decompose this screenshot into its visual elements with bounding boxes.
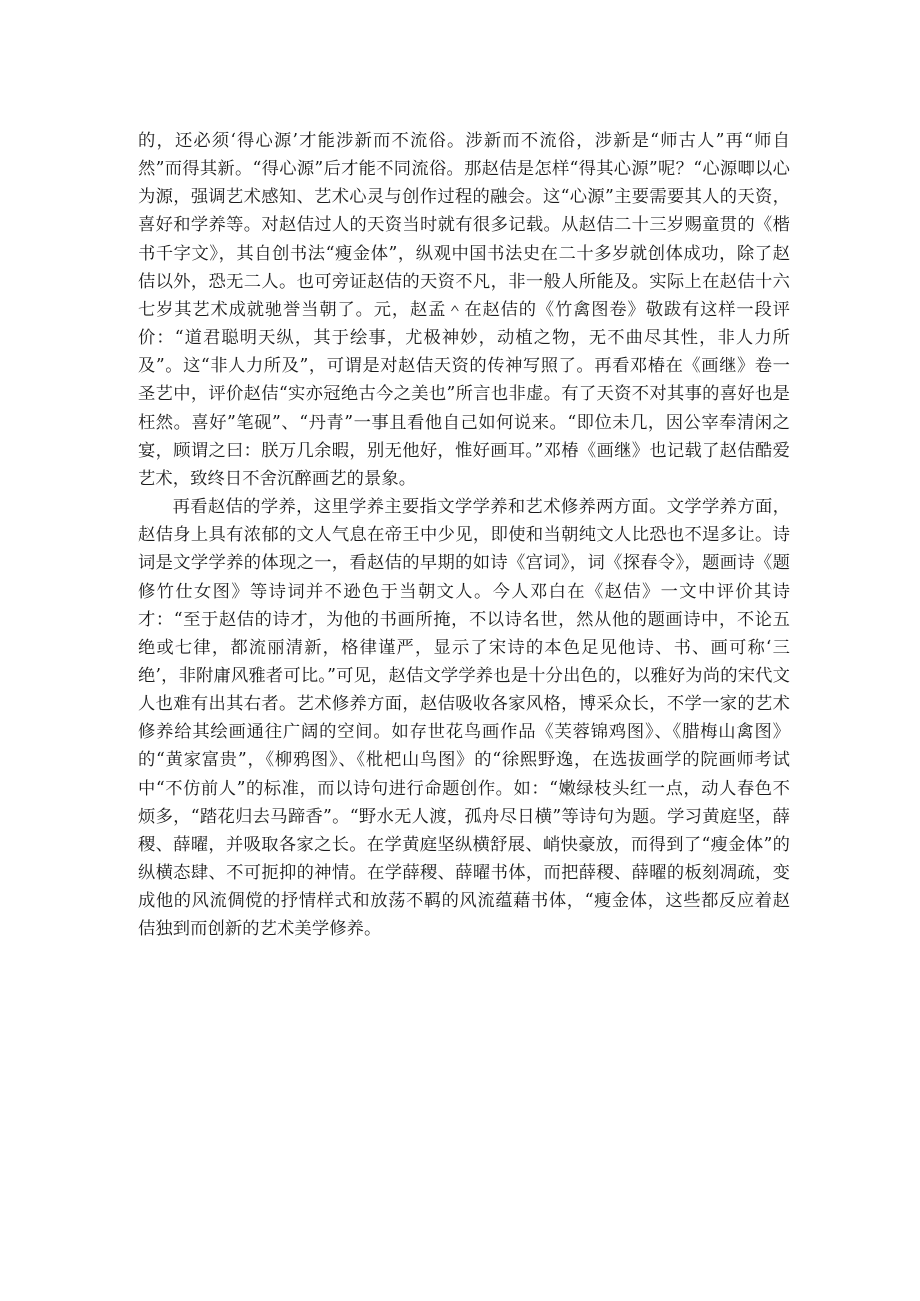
body-paragraph-2: 再看赵佶的学养，这里学养主要指文学学养和艺术修养两方面。文学学养方面，赵佶身上具有浓郁的文人气息在帝王中少见，即使和当朝纯文人比恐也不逞多让。诗词是文学学养的体现之一，看赵佶的早期的如诗《宫词》，词《探春令》，题画诗《题修竹仕女图》等诗词并不逊色于当朝文人。今人邓白在《赵佶》一文中评价其诗才：“至于赵佶的诗才，为他的书画所掩，不以诗名世，然从他的题画诗中，不论五绝或七律，都流丽清新，格律谨严，显示了宋诗的本色足见他诗、书、画可称‘三绝’，非附庸风雅者可比。”可见，赵佶文学学养也是十分出色的，以雅好为尚的宋代文人也难有出其右者。艺术修养方面，赵佶吸收各家风格，博采众长，不学一家的艺术修养给其绘画通往广阔的空间。如存世花鸟画作品《芙蓉锦鸡图》、《腊梅山禽图》的“黄家富贵”，《柳鸦图》、《枇杷山鸟图》的“徐熙野逸，在选拔画学的院画师考试中“不仿前人”的标准，而以诗句进行命题创作。如：“嫩绿枝头红一点，动人春色不烦多，“踏花归去马蹄香”。“野水无人渡，孤舟尽日横”等诗句为题。学习黄庭坚，薛稷、薛曜，并吸取各家之长。在学黄庭坚纵横舒展、峭快豪放，而得到了“瘦金体”的纵横态肆、不可扼抑的神情。在学薛稷、薛曜书体，而把薛稷、薛曜的板刻凋疏，变成他的风流倜傥的抒情样式和放荡不羁的风流蕴藉书体，“瘦金体，这些都反应着赵佶独到而创新的艺术美学修养。 bbox=[138, 497, 790, 940]
document-page bbox=[138, 127, 790, 944]
body-paragraph-1: 的，还必须‘得心源’才能涉新而不流俗。涉新而不流俗，涉新是“师古人”再“师自然”而得其新。“得心源”后才能不同流俗。那赵佶是怎样“得其心源”呢？“心源唧以心为源，强调艺术感知、艺术心灵与创作过程的融会。这“心源”主要需要其人的天资，喜好和学养等。对赵佶过人的天资当时就有很多记载。从赵佶二十三岁赐童贯的《楷书千字文》，其自创书法“瘦金体”，纵观中国书法史在二十多岁就创体成功，除了赵佶以外，恐无二人。也可旁证赵佶的天资不凡，非一般人所能及。实际上在赵佶十六七岁其艺术成就驰誉当朝了。元，赵孟＾在赵佶的《竹禽图卷》敬跋有这样一段评价：“道君聪明天纵，其于绘事，尤极神妙，动植之物，无不曲尽其性，非人力所及”。这“非人力所及”，可谓是对赵佶天资的传神写照了。再看邓椿在《画继》卷一圣艺中，评价赵佶“实亦冠绝古今之美也”所言也非虚。有了天资不对其事的喜好也是枉然。喜好”笔砚”、“丹青”一事且看他自己如何说来。“即位未几，因公宰奉清闲之宴，顾谓之曰：朕万几余暇，别无他好，惟好画耳。”邓椿《画继》也记载了赵佶酷爱艺术，致终日不舍沉醉画艺的景象。 bbox=[138, 131, 790, 489]
